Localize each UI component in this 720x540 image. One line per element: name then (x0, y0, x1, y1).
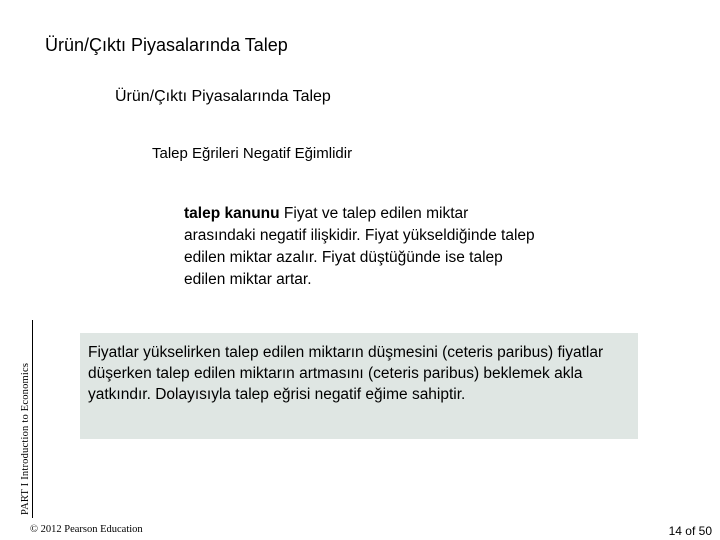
slide-title-secondary: Ürün/Çıktı Piyasalarında Talep (115, 88, 331, 105)
slide-title: Ürün/Çıktı Piyasalarında Talep (45, 35, 288, 55)
slide-subtitle: Talep Eğrileri Negatif Eğimlidir (152, 145, 353, 162)
explanation-text: Fiyatlar yükselirken talep edilen miktarın düşmesini (ceteris paribus) fiyatlar düşerken talep edilen miktarın artmasını (ceteris paribus) beklemek akla yatkındır. Dolayısıyla talep eğrisi negatif eğime sahiptir. (88, 344, 604, 403)
law-of-demand-paragraph (184, 203, 544, 291)
side-part-label: PART I Introduction to Economics (20, 362, 31, 515)
explanation-box (80, 333, 638, 439)
law-term: talep kanunu (184, 205, 280, 222)
side-divider-line (32, 320, 33, 518)
copyright-text: © 2012 Pearson Education (30, 524, 143, 535)
law-definition: Fiyat ve talep edilen miktar arasındaki negatif ilişkidir. Fiyat yükseldiğinde talep edilen miktar azalır. Fiyat düştüğünde ise talep edilen miktar artar. (184, 205, 535, 288)
page-number: 14 of 50 (668, 524, 712, 538)
